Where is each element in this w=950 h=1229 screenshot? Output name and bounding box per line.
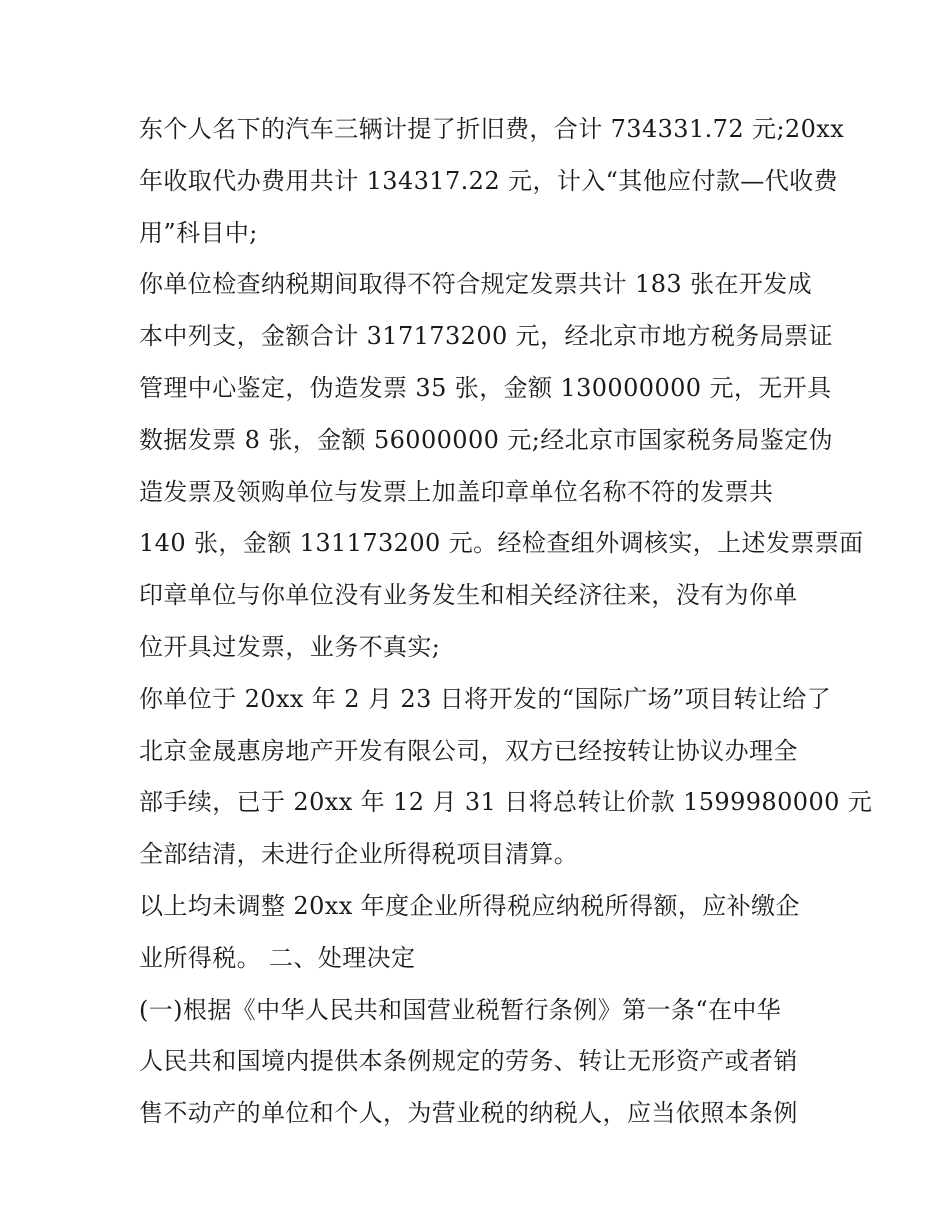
body-text <box>139 104 873 1140</box>
text-line: 位开具过发票，业务不真实; <box>139 632 441 661</box>
text-line: (一)根据《中华人民共和国营业税暂行条例》第一条“在中华 <box>139 995 782 1024</box>
text-line: 造发票及领购单位与发票上加盖印章单位名称不符的发票共 <box>139 477 774 506</box>
text-line: 用”科目中; <box>139 218 258 247</box>
text-line: 印章单位与你单位没有业务发生和相关经济往来，没有为你单 <box>139 581 798 610</box>
text-line: 东个人名下的汽车三辆计提了折旧费，合计 734331.72 元;20xx <box>139 115 845 143</box>
text-line: 本中列支，金额合计 317173200 元，经北京市地方税务局票证 <box>139 322 833 351</box>
text-line: 年收取代办费用共计 134317.22 元，计入“其他应付款—代收费 <box>139 166 838 195</box>
text-line: 北京金晟惠房地产开发有限公司，双方已经按转让协议办理全 <box>139 736 798 765</box>
text-line: 业所得税。 二、处理决定 <box>139 943 416 972</box>
text-line: 管理中心鉴定，伪造发票 35 张，金额 130000000 元，无开具 <box>139 373 832 402</box>
text-line: 你单位于 20xx 年 2 月 23 日将开发的“国际广场”项目转让给了 <box>139 684 832 713</box>
text-line: 你单位检查纳税期间取得不符合规定发票共计 183 张在开发成 <box>139 270 813 299</box>
text-line: 以上均未调整 20xx 年度企业所得税应纳税所得额，应补缴企 <box>139 891 800 920</box>
text-line: 全部结清，未进行企业所得税项目清算。 <box>139 840 579 869</box>
text-line: 140 张，金额 131173200 元。经检查组外调核实，上述发票票面 <box>139 529 864 558</box>
text-line: 部手续，已于 20xx 年 12 月 31 日将总转让价款 1599980000 元 <box>139 788 873 817</box>
text-line: 数据发票 8 张，金额 56000000 元;经北京市国家税务局鉴定伪 <box>139 425 834 454</box>
text-line: 售不动产的单位和个人，为营业税的纳税人，应当依照本条例 <box>139 1099 798 1128</box>
text-line: 人民共和国境内提供本条例规定的劳务、转让无形资产或者销 <box>139 1047 798 1076</box>
